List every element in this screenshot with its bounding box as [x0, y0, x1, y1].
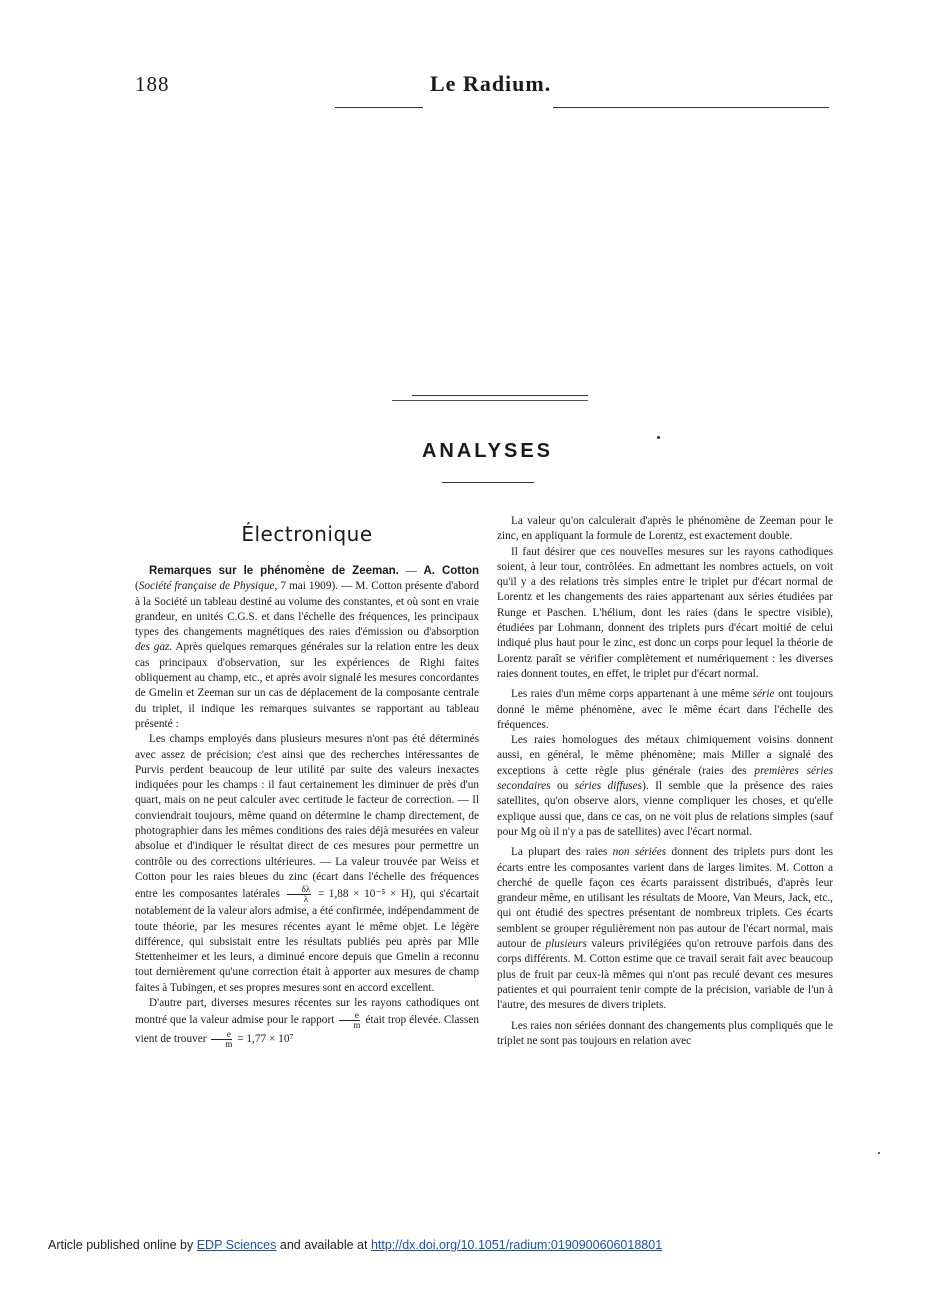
right-paragraph-2: Il faut désirer que ces nouvelles mesures sur les rayons cathodiques soient, à leur tour, contrôlées. En admettant les nombres actuels, on voit qu'il y a des relations très simples entre le triplet pur d'écart normal de Lorentz et les changements des raies appartenant aux séries étudiées par Runge et Paschen. L'hélium, dont les raies (dans le spectre visible), étudiées par Lohmann, donnent des triplets purs d'écart moitié de celui indiqué plus haut pour le zinc, est donc un corps pour lequel la théorie de Lorentz paraît se vérifier complètement et numériquement : les diverses raies donnent toutes, en effet, le triplet pur d'écart normal.: [497, 545, 833, 680]
article-author: A. Cotton: [423, 565, 479, 577]
paragraph-2-formula: = 1,88 × 10⁻⁵ × H), qui s'écartait notablement de la valeur alors admise, a été confirmée, indépendamment de toute théorie, par les mesures récentes ayant le même objet. Le légère différence, qui subsistait entre les résultats publiés peu après par Mlle Stettenheimer et les leurs, a diminué encore depuis que Gmelin a reconnu tout dernièrement qu'une correction était à apporter aux mesures de champ faites à Tubingen, et ses propres mesures sont en accord excellent.: [135, 888, 480, 994]
header-rule-right: [553, 107, 829, 108]
right-paragraph-5: La plupart des raies non sériées donnent des triplets purs dont les écarts entre les composantes varient dans de larges limites. M. Cotton a cherché de quelle façon ces écarts paraissent distribués, d'après leur grandeur même, en utilisant les résultats de Moore, Van Meurs, Jack, etc., qui ont étudié des spectres présentant de nombreux triplets. Ces écarts semblent se grouper régulièrement non pas autour de l'écart normal, mais autour de plusieurs valeurs privilégiées qu'on retrouve parfois dans des corps différents. M. Cotton estime que ce travail serait fait avec beaucoup plus de fruit par ceux-là mêmes qui n'ont pas reculé devant ces mesures patientes et qui pourraient tenir compte de la précision, variable de l'un à l'autre, des mesures de divers triplets.: [497, 846, 834, 1012]
citation-journal: Société française de Physique,: [138, 580, 278, 593]
speck: [657, 436, 660, 439]
paragraph-2: [135, 732, 479, 996]
paragraph-2a: Les champs employés dans plusieurs mesures n'ont pas été déterminés avec assez de précision; c'est ainsi que des recherches intéressantes de Purvis perdent beaucoup de leur utilité par suite des valeurs inexactes indiquées pour les champs : il faut certainement les diminuer de près d'un quart, mais on ne peut calculer avec certitude le facteur de correction. — Il conviendrait toujours, même quand on détermine le champ directement, de photographier dans les mêmes conditions des raies déjà mesurées en valeur absolue et d'indiquer le résultat direct de ces mesures pour permettre un contrôle ou des corrections ultérieures. — La valeur trouvée par Weiss et Cotton pour les raies bleues du zinc (écart dans l'échelle des fréquences entre les composantes latérales: [135, 733, 479, 901]
paragraph-3c: = 1,77 × 10⁷: [237, 1033, 294, 1046]
header-rule-left: [335, 107, 423, 108]
paragraph-3b: était trop élevée. Classen vient de trouver: [135, 1014, 479, 1046]
fraction-delta-lambda: $\frac{\delta\lambda}{\lambda}$: [287, 885, 312, 904]
footer-middle: and available at: [279, 1238, 368, 1252]
publisher-link[interactable]: EDP Sciences: [196, 1238, 277, 1252]
margin-speck: [878, 1152, 880, 1154]
fraction-e-m-2: $\frac{e}{m}$: [211, 1030, 232, 1049]
publication-footer: [48, 1238, 662, 1252]
citation-date: 7 mai 1909).: [280, 580, 339, 593]
doi-link[interactable]: http://dx.doi.org/10.1051/radium:0190900606018801: [370, 1238, 663, 1252]
paragraph-3: [135, 996, 479, 1049]
right-paragraph-4: Les raies homologues des métaux chimiquement voisins donnent aussi, en général, le même phénomène; mais Miller a signalé des exceptions à cette règle plus générale (raies des premières séries secondaires ou séries diffuses). Il semble que la présence des raies satellites, qu'on observe alors, vienne compliquer les choses, et qu'elle explique aussi que, dans ce cas, on ne voit plus de relations simples (sauf pour Mg où il n'y a pas de satellites) avec l'écart normal.: [497, 734, 834, 838]
footer-prefix: Article published online by: [48, 1238, 194, 1252]
paragraph-3a: D'autre part, diverses mesures récentes sur les rayons cathodiques ont montré que la valeur admise pour le rapport: [135, 997, 479, 1027]
paragraph-1a: — M. Cotton présente d'abord à la Société un tableau destiné au volume des constantes, et où sont en vraie grandeur, en unités C.G.S. et dans l'échelle des fréquences, les principaux types des changements magnétiques des raies d'émission ou d'absorption: [135, 580, 480, 639]
paragraph-1b: Après quelques remarques générales sur la relation entre les deux cas principaux d'observation, sur les expériences de Righi faites obliquement au champ, etc., et après avoir signalé les mesures concordantes de Gmelin et Zeeman sur un cas de déplacement de la composante centrale du triplet, il indique les remarques suivantes se rapportant au tableau présenté :: [135, 641, 479, 730]
right-paragraph-1: La valeur qu'on calculerait d'après le phénomène de Zeeman pour le zinc, en appliquant la formule de Lorentz, est exactement double.: [497, 515, 833, 543]
fraction-e-m-1: $\frac{e}{m}$: [339, 1011, 360, 1030]
subsection-title: Électronique: [241, 522, 373, 546]
page-number: 188: [135, 72, 170, 96]
section-rule-top-2: [392, 400, 588, 401]
section-title: ANALYSES: [421, 440, 554, 462]
article-title: Remarques sur le phénomène de Zeeman.: [149, 565, 399, 577]
right-column: [497, 514, 833, 1049]
section-rule-bottom: [442, 482, 534, 483]
right-paragraph-6: Les raies non sériées donnant des changements plus compliqués que le triplet ne sont pas toujours en relation avec: [497, 1019, 833, 1047]
paragraph-1-italic: des gaz.: [135, 641, 173, 654]
running-title: Le Radium.: [430, 71, 552, 96]
section-rule-top: [412, 395, 588, 396]
right-paragraph-3: Les raies d'un même corps appartenant à une même série ont toujours donné le même phénomène, avec le même écart dans l'échelle des fréquences.: [497, 688, 834, 731]
left-column: [135, 512, 479, 1049]
article-intro-paragraph: Remarques sur le phénomène de Zeeman. — A. Cotton (Société française de Physique, 7 mai 1909). — M. Cotton présente d'abord à la Société un tableau destiné au volume des constantes, et où sont en vraie grandeur, en unités C.G.S. et dans l'échelle des fréquences, les principaux types des changements magnétiques des raies d'émission ou d'absorption des gaz. Après quelques remarques générales sur la relation entre les deux cas principaux d'observation, sur les expériences de Righi faites obliquement au champ, etc., et après avoir signalé les mesures concordantes de Gmelin et Zeeman sur un cas de déplacement de la composante centrale du triplet, il indique les remarques suivantes se rapportant au tableau présenté :: [135, 565, 480, 730]
